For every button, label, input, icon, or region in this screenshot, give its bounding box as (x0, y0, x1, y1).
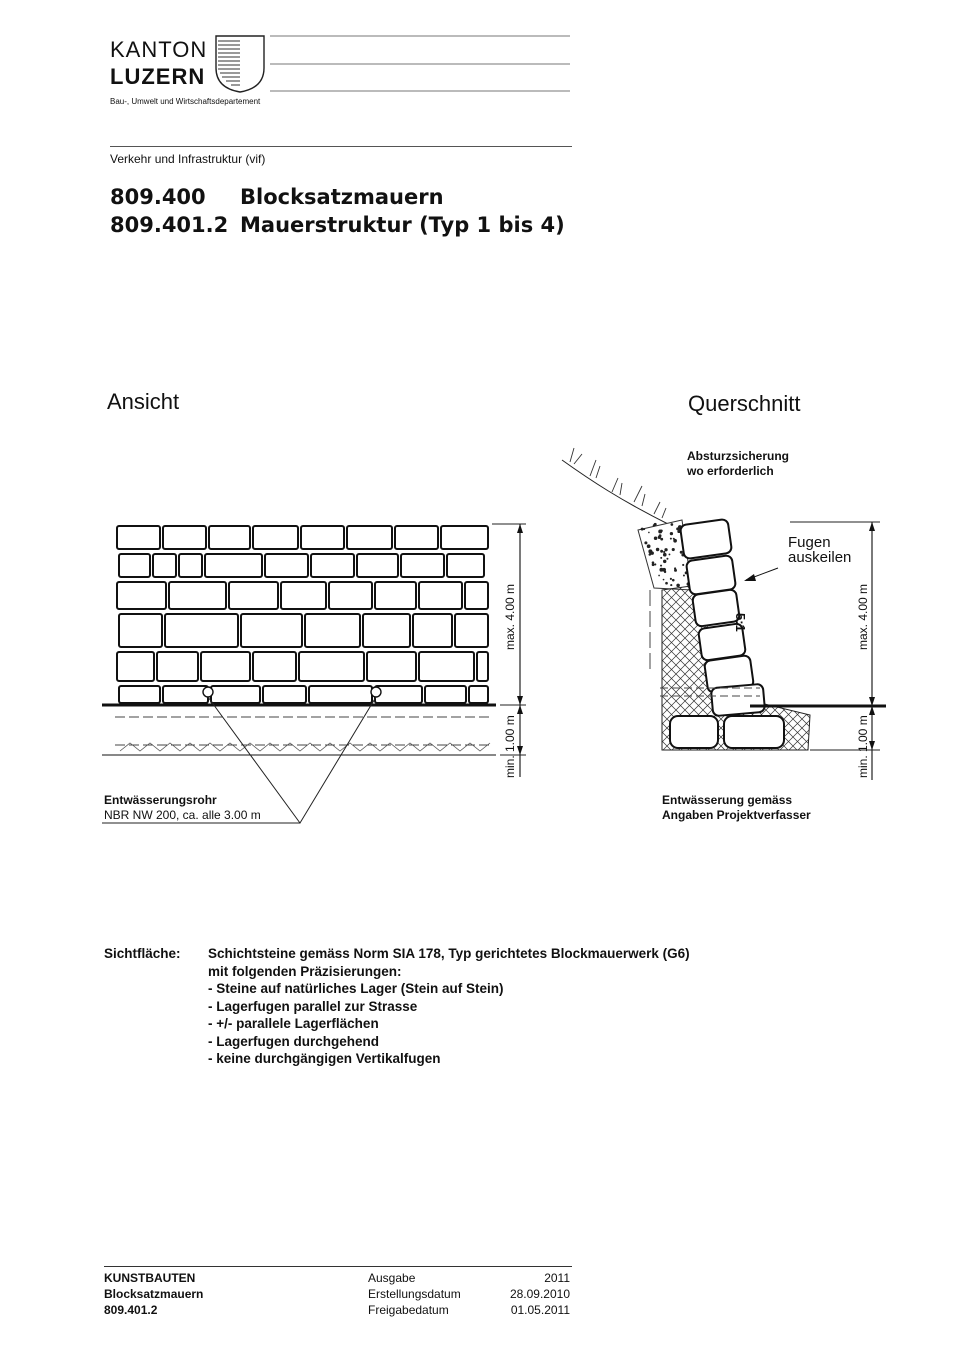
gravel-dot (671, 523, 674, 526)
title-text-2: Mauerstruktur (Typ 1 bis 4) (240, 213, 565, 237)
gravel-dot (670, 538, 672, 540)
gravel-dot (663, 551, 665, 553)
footer-created-label: Erstellungsdatum (368, 1287, 461, 1301)
joints-label-1: Fugen (788, 534, 831, 551)
gravel-dot (652, 561, 655, 564)
footer-right (490, 1270, 570, 1318)
gravel-dot (670, 532, 673, 535)
wall-stone (419, 582, 462, 609)
gravel-dot (643, 528, 645, 530)
section-heading: Querschnitt (688, 391, 801, 416)
gravel-dot (647, 544, 651, 548)
logo-emblem (212, 34, 572, 96)
wall-stone (119, 554, 150, 577)
spec-line: - +/- parallele Lagerflächen (208, 1016, 379, 1031)
wall-stone (367, 652, 416, 681)
wall-stone (447, 554, 484, 577)
wall-stone (363, 614, 410, 647)
wall-stone (117, 582, 166, 609)
gravel-dot (660, 557, 662, 559)
footer-released-label: Freigabedatum (368, 1303, 449, 1317)
wall-stone (375, 686, 422, 703)
spec-line: - Lagerfugen durchgehend (208, 1033, 380, 1049)
gravel-dot (644, 541, 647, 544)
wall-stone (357, 554, 398, 577)
logo-luzern-text: LUZERN (110, 64, 206, 89)
wall-stone (309, 686, 372, 703)
wall-stone (455, 614, 488, 647)
footer-left (104, 1270, 203, 1318)
department-name: Bau-, Umwelt und Wirtschaftsdepartement (110, 97, 261, 106)
wall-stone (419, 652, 474, 681)
spec-text (208, 945, 690, 1068)
gravel-dot (654, 563, 656, 565)
gravel-dot (669, 553, 671, 555)
gravel-dot (654, 537, 657, 540)
view-dim-height: max. 4.00 m (503, 583, 517, 650)
gravel-dot (670, 584, 672, 586)
wall-stone (253, 652, 296, 681)
wall-stone (311, 554, 354, 577)
spec-line: - Lagerfugen parallel zur Strasse (208, 998, 418, 1014)
wall-stone (209, 526, 250, 549)
wall-stone (119, 686, 160, 703)
footer-mid (368, 1270, 461, 1318)
wall-stone (253, 526, 298, 549)
header-divider (110, 146, 572, 147)
section-drain-label-1: Entwässerung gemäss (662, 793, 793, 807)
gravel-dot (680, 551, 683, 554)
gravel-dot (660, 550, 663, 553)
spec-line: - keine durchgängigen Vertikalfugen (208, 1051, 441, 1066)
gravel-dot (676, 584, 680, 588)
gravel-dot (672, 548, 675, 551)
gravel-dot (670, 578, 672, 580)
wall-stone (165, 614, 238, 647)
wall-stone (205, 554, 262, 577)
wall-stone (347, 526, 392, 549)
wall-stone (117, 526, 160, 549)
wall-stone (301, 526, 344, 549)
drain-pipe-label-1: Entwässerungsrohr (104, 793, 217, 807)
joints-label-2: auskeilen (788, 549, 852, 566)
slope-label: 5:1 (733, 613, 748, 632)
wall-stone (299, 652, 364, 681)
gravel-dot (662, 568, 666, 572)
wall-stone (117, 652, 154, 681)
spec-line: Schichtsteine gemäss Norm SIA 178, Typ gerichtetes Blockmauerwerk (G6) (208, 946, 690, 961)
wall-stone (163, 686, 208, 703)
wall-stone (305, 614, 360, 647)
spec-label: Sichtfläche: (104, 946, 181, 961)
gravel-dot (663, 579, 665, 581)
footer-divider (104, 1266, 572, 1267)
wall-stone (263, 686, 306, 703)
gravel-dot (663, 560, 666, 563)
title-line-2 (110, 213, 565, 237)
gravel-dot (666, 558, 668, 560)
fall-protection-label-2: wo erforderlich (687, 464, 774, 478)
gravel-dot (656, 548, 659, 551)
title-number-2: 809.401.2 (110, 213, 229, 237)
section-drain-label-2: Angaben Projektverfasser (662, 808, 811, 822)
wall-stone (465, 582, 488, 609)
section-dim-depth: min. 1.00 m (856, 715, 870, 778)
title-number-1: 809.400 (110, 185, 206, 209)
wall-stone (169, 582, 226, 609)
wall-stone (211, 686, 260, 703)
gravel-dot (683, 575, 685, 577)
wall-stone (395, 526, 438, 549)
footer-released-value: 01.05.2011 (510, 1303, 570, 1317)
gravel-dot (673, 539, 677, 543)
wall-stone (153, 554, 176, 577)
gravel-dot (658, 575, 660, 577)
gravel-dot (672, 579, 675, 582)
wall-stone (157, 652, 198, 681)
title-text-1: Blocksatzmauern (240, 185, 444, 209)
wall-stone (375, 582, 416, 609)
footer-category: KUNSTBAUTEN (104, 1271, 196, 1285)
gravel-dot (660, 565, 662, 567)
wall-stone (265, 554, 308, 577)
footer-title: Blocksatzmauern (104, 1287, 204, 1301)
gravel-dot (664, 548, 667, 551)
footer-edition-label: Ausgabe (368, 1271, 416, 1285)
gravel-dot (682, 564, 684, 566)
title-line-1 (110, 185, 444, 209)
gravel-dot (654, 523, 657, 526)
spec-line: - Steine auf natürliches Lager (Stein auf Stein) (208, 981, 504, 996)
wall-elevation-drawing (100, 515, 540, 835)
gravel-dot (665, 582, 668, 585)
view-dim-depth: min. 1.00 m (503, 715, 517, 778)
gravel-dot (674, 567, 676, 569)
wall-stone (201, 652, 250, 681)
section-dim-height: max. 4.00 m (856, 583, 870, 650)
wall-stone (401, 554, 444, 577)
wall-stone (179, 554, 202, 577)
wall-stone (469, 686, 488, 703)
wall-cross-section-drawing (550, 440, 890, 790)
wall-stone (281, 582, 326, 609)
drain-pipe-label-2: NBR NW 200, ca. alle 3.00 m (104, 808, 261, 822)
wall-stone (425, 686, 466, 703)
logo-kanton-text: KANTON (110, 37, 208, 62)
gravel-dot (649, 553, 651, 555)
wall-stone (329, 582, 372, 609)
fall-protection-label-1: Absturzsicherung (687, 449, 790, 463)
wall-stone (413, 614, 452, 647)
spec-line: mit folgenden Präzisierungen: (208, 963, 402, 979)
wall-stone (477, 652, 488, 681)
wall-stone (163, 526, 206, 549)
wall-stone (229, 582, 278, 609)
gravel-dot (658, 536, 661, 539)
footer-number: 809.401.2 (104, 1303, 158, 1317)
view-heading: Ansicht (107, 389, 180, 414)
division-name: Verkehr und Infrastruktur (vif) (110, 152, 266, 166)
wall-stone (241, 614, 302, 647)
gravel-dot (660, 529, 663, 532)
footer-edition-value: 2011 (544, 1271, 570, 1285)
wall-stone (441, 526, 488, 549)
wall-stone (119, 614, 162, 647)
gravel-dot (663, 553, 667, 557)
footer-created-value: 28.09.2010 (509, 1287, 570, 1301)
gravel-dot (648, 532, 650, 534)
